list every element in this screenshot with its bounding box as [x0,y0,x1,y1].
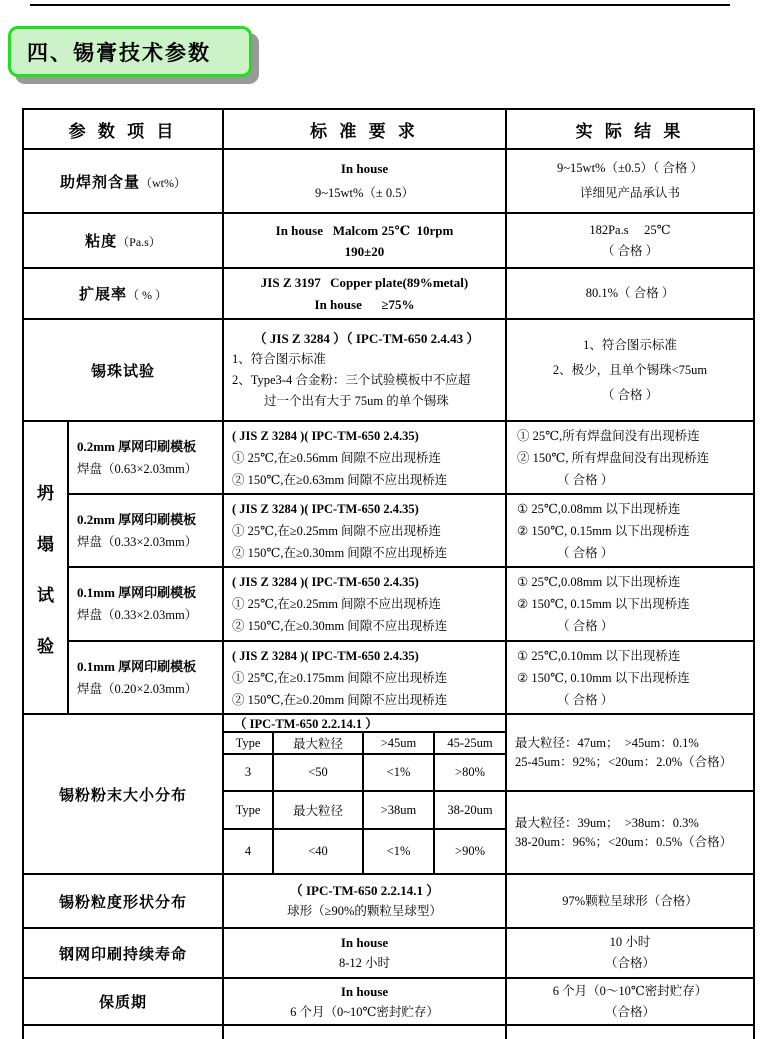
collapse-standard-1: ( JIS Z 3284 )( IPC-TM-650 2.4.35) ① 25℃,在≥0.56mm 间隙不应出现桥连 ② 150℃,在≥0.63mm 间隙不应出现桥连 [224,422,507,493]
powder-results [507,715,753,873]
header-cell-result: 实 际 结 果 [575,121,685,141]
collapse-row-3 [69,568,753,642]
collapse-result-3: ① 25℃,0.08mm 以下出现桥连 ② 150℃, 0.15mm 以下出现桥连 （ 合格 ） [517,575,690,633]
collapse-result-4: ① 25℃,0.10mm 以下出现桥连 ② 150℃, 0.10mm 以下出现桥连 （ 合格 ） [517,648,690,707]
param-cell-viscosity: 粘度（Pa.s） [24,214,224,267]
param-cell-shelf-life: 保质期 [24,979,224,1024]
collapse-standard-4: ( JIS Z 3284 )( IPC-TM-650 2.4.35) ① 25℃,在≥0.175mm 间隙不应出现桥连 ② 150℃,在≥0.20mm 间隙不应出现桥连 [224,642,507,713]
standard-cell-viscosity: In house Malcom 25℃ 10rpm 190±20 [224,214,507,267]
standard-cell-solder-ball: （ JIS Z 3284 ）（ IPC-TM-650 2.4.43 ） 1、符合图示标准 2、Type3-4 合金粉：三个试验模板中不应超 过一个出有大于 75um 的单个锡珠 [224,320,507,420]
result-cell-shape: 97%颗粒呈球形（合格） [562,893,698,908]
table-row-cutoff-stub [24,1026,753,1039]
powder-type4-value-row: 4 <40 <1% >90% [224,830,505,873]
standard-cell-flux: In house 9~15wt%（± 0.5） [224,150,507,212]
powder-nested-table [224,715,507,873]
powder-type4-header-row: Type 最大粒径 >38um 38-20um [224,792,505,830]
parameters-table [22,108,755,1039]
collapse-row-1 [69,422,753,495]
table-row-viscosity [24,214,753,269]
table-row-stencil-life [24,929,753,979]
param-cell-solder-ball: 锡珠试验 [24,320,224,420]
powder-type3-header-row: Type 最大粒径 >45um 45-25um [224,733,505,755]
collapse-row-2 [69,495,753,568]
collapse-vertical-label: 坍 塌 试 验 [24,422,69,713]
table-row-flux [24,150,753,214]
result-cell-flux: 9~15wt%（±0.5）（ 合格 ） 详细见产品承认书 [557,161,703,200]
powder-type4-result: 最大粒径：39um； >38um：0.3% 38-20um：96%；<20um：0.5%（合格） [515,815,733,849]
powder-type3-value-row: 3 <50 <1% >80% [224,755,505,792]
standard-cell-shape: （ IPC-TM-650 2.2.14.1 ） 球形（≥90%的颗粒呈球型） [224,875,507,927]
collapse-sublabel-4: 0.1mm 厚网印刷模板 焊盘（0.20×2.03mm） [69,642,224,713]
section-title-box [8,26,252,77]
standard-cell-stencil-life: In house 8-12 小时 [224,929,507,977]
section-title: 四、锡膏技术参数 [27,40,211,65]
collapse-sublabel-3: 0.1mm 厚网印刷模板 焊盘（0.33×2.03mm） [69,568,224,640]
table-row-shape [24,875,753,929]
header-cell-param: 参 数 项 目 [24,110,224,148]
result-cell-shelf-life: 6 个月（0～10℃密封贮存） （合格） [552,983,708,1019]
top-rule [30,4,730,6]
table-row-shelf-life [24,979,753,1026]
collapse-test-section [24,422,753,715]
table-row-solder-ball [24,320,753,422]
collapse-sublabel-1: 0.2mm 厚网印刷模板 焊盘（0.63×2.03mm） [69,422,224,493]
standard-cell-shelf-life: In house 6 个月（0~10℃密封贮存） [224,979,507,1024]
collapse-row-4 [69,642,753,713]
param-cell-powder-size: 锡粉粉末大小分布 [24,715,224,873]
result-cell-solder-ball: 1、符合图示标准 2、极少，且单个锡珠<75um （ 合格 ） [552,337,708,402]
standard-cell-spread: JIS Z 3197 Copper plate(89%metal) In house ≥75% [224,269,507,318]
collapse-rows [69,422,753,713]
result-cell-viscosity: 182Pa.s 25℃ （ 合格 ） [589,222,671,258]
collapse-standard-3: ( JIS Z 3284 )( IPC-TM-650 2.4.35) ① 25℃,在≥0.25mm 间隙不应出现桥连 ② 150℃,在≥0.30mm 间隙不应出现桥连 [224,568,507,640]
collapse-result-2: ① 25℃,0.08mm 以下出现桥连 ② 150℃, 0.15mm 以下出现桥连 （ 合格 ） [517,501,690,560]
table-row-spread [24,269,753,320]
param-cell-shape: 锡粉粒度形状分布 [24,875,224,927]
powder-type3-result: 最大粒径：47um； >45um：0.1% 25-45um：92%；<20um：2.0%（合格） [507,715,753,792]
param-cell-flux: 助焊剂含量（wt%） [24,150,224,212]
result-cell-stencil-life: 10 小时 （合格） [604,935,655,970]
header-cell-standard: 标 准 要 求 [224,110,507,148]
table-header-row [24,110,753,150]
table-row-powder-size [24,715,753,875]
result-cell-spread: 80.1%（ 合格 ） [585,286,675,300]
powder-ipc-header: （ IPC-TM-650 2.2.14.1 ） [224,715,505,733]
param-cell-spread: 扩展率（ % ） [24,269,224,318]
collapse-result-1: ① 25℃,所有焊盘间没有出现桥连 ② 150℃, 所有焊盘间没有出现桥连 （ 合格 ） [517,428,710,487]
collapse-standard-2: ( JIS Z 3284 )( IPC-TM-650 2.4.35) ① 25℃,在≥0.25mm 间隙不应出现桥连 ② 150℃,在≥0.30mm 间隙不应出现桥连 [224,495,507,566]
param-cell-stencil-life: 钢网印刷持续寿命 [24,929,224,977]
collapse-sublabel-2: 0.2mm 厚网印刷模板 焊盘（0.33×2.03mm） [69,495,224,566]
